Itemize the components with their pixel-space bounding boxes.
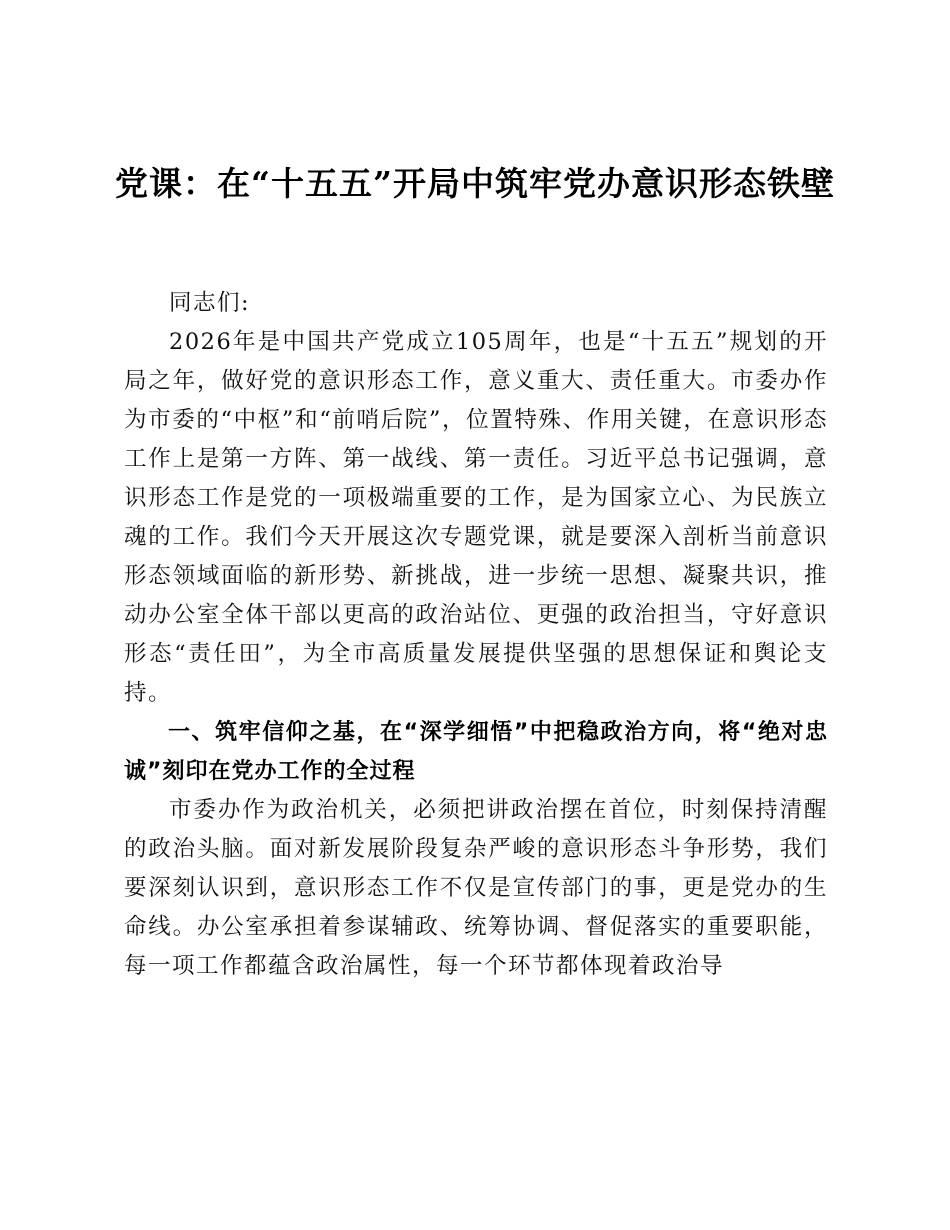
section-paragraph: 市委办作为政治机关，必须把讲政治摆在首位，时刻保持清醒的政治头脑。面对新发展阶段复杂严峻的意识形态斗争形势，我们要深刻认识到，意识形态工作不仅是宣传部门的事，更是党办的生命线。办公室承担着参谋辅政、统筹协调、督促落实的重要职能，每一项工作都蕴含政治属性，每一个环节都体现着政治导 [124, 797, 828, 979]
section-heading: 一、筑牢信仰之基，在“深学细悟”中把稳政治方向，将“绝对忠诚”刻印在党办工作的全过程 [124, 720, 828, 784]
document-title: 党课：在“十五五”开局中筑牢党办意识形态铁壁 [115, 164, 835, 203]
salutation: 同志们: [169, 290, 251, 316]
document-body [124, 284, 828, 986]
intro-paragraph: 2026年是中国共产党成立105周年，也是“十五五”规划的开局之年，做好党的意识形态工作，意义重大、责任重大。市委办作为市委的“中枢”和“前哨后院”，位置特殊、作用关键，在意识形态工作上是第一方阵、第一战线、第一责任。习近平总书记强调，意识形态工作是党的一项极端重要的工作，是为国家立心、为民族立魂的工作。我们今天开展这次专题党课，就是要深入剖析当前意识形态领域面临的新形势、新挑战，进一步统一思想、凝聚共识，推动办公室全体干部以更高的政治站位、更强的政治担当，守好意识形态“责任田”，为全市高质量发展提供坚强的思想保证和舆论支持。 [124, 329, 828, 706]
